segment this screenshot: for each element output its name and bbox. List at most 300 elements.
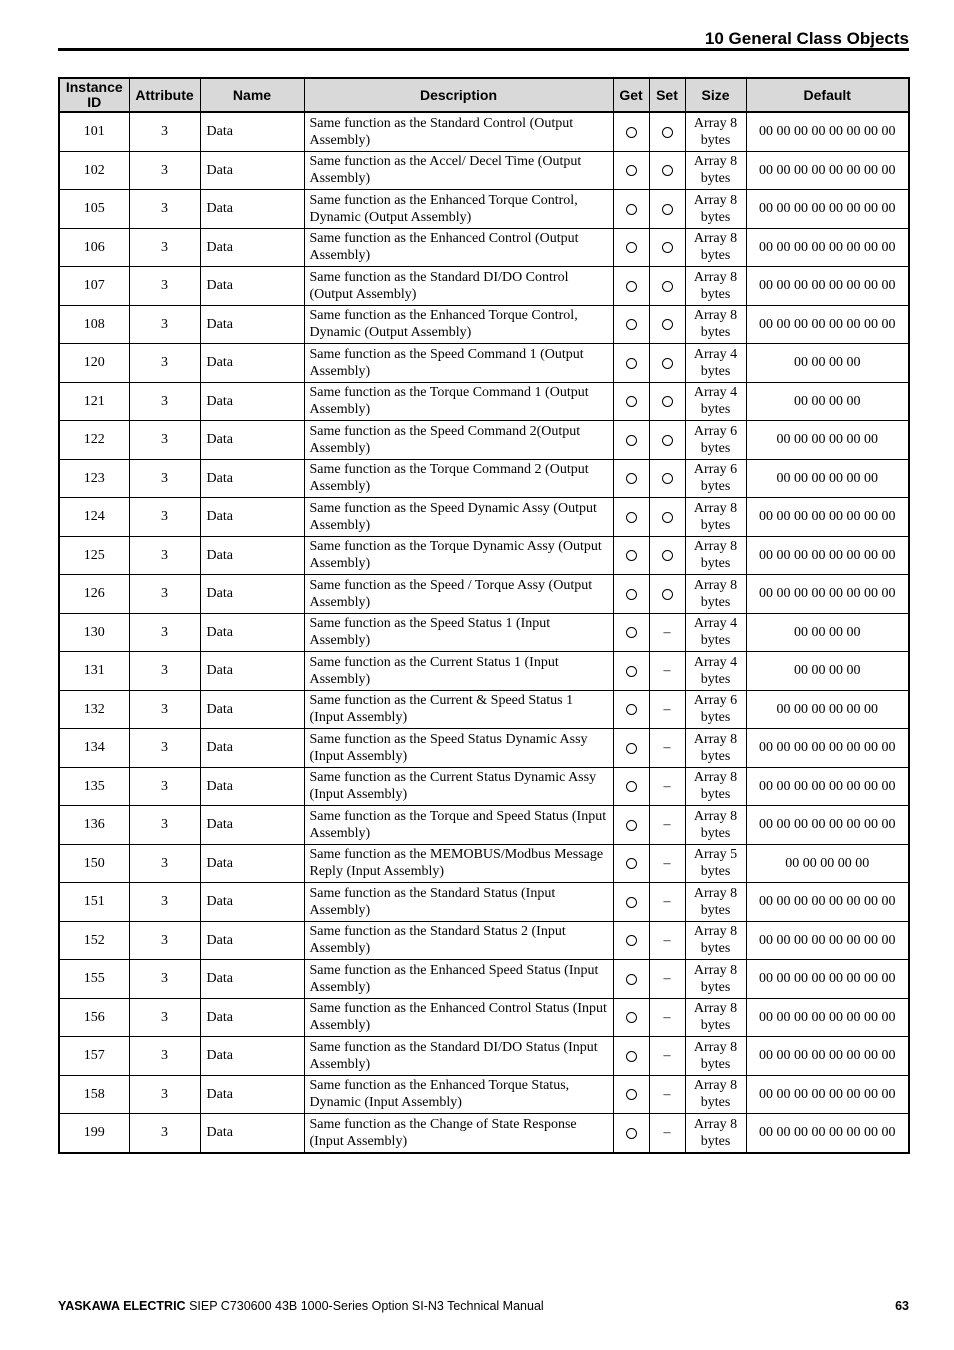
table-row (59, 305, 909, 344)
set-cell (649, 536, 685, 575)
set-cell (649, 112, 685, 151)
description-cell: Same function as the Standard Status 2 (Input Assembly) (304, 921, 613, 960)
default-cell: 00 00 00 00 00 00 00 00 (746, 921, 909, 960)
description-cell: Same function as the Current & Speed Status 1 (Input Assembly) (304, 690, 613, 729)
circle-mark-icon (626, 512, 637, 523)
set-cell: – (649, 1037, 685, 1076)
circle-mark-icon (662, 281, 673, 292)
get-cell (613, 1075, 649, 1114)
instance-id-cell: 108 (59, 305, 129, 344)
table-row (59, 767, 909, 806)
circle-mark-icon (626, 319, 637, 330)
circle-mark-icon (662, 204, 673, 215)
set-cell: – (649, 883, 685, 922)
get-cell (613, 344, 649, 383)
chapter-title: 10 General Class Objects (704, 29, 909, 48)
get-cell (613, 536, 649, 575)
circle-mark-icon (662, 396, 673, 407)
size-cell: Array 8 bytes (685, 112, 746, 151)
set-cell: – (649, 844, 685, 883)
default-cell: 00 00 00 00 00 00 00 00 (746, 806, 909, 845)
default-cell: 00 00 00 00 00 00 00 00 (746, 1114, 909, 1153)
circle-mark-icon (626, 1012, 637, 1023)
attribute-cell: 3 (129, 690, 200, 729)
description-cell: Same function as the Standard DI/DO Status (Input Assembly) (304, 1037, 613, 1076)
attribute-cell: 3 (129, 575, 200, 614)
set-cell: – (649, 806, 685, 845)
circle-mark-icon (626, 204, 637, 215)
set-cell (649, 459, 685, 498)
size-cell: Array 8 bytes (685, 575, 746, 614)
attribute-cell: 3 (129, 305, 200, 344)
default-cell: 00 00 00 00 00 00 (746, 459, 909, 498)
instance-id-cell: 122 (59, 421, 129, 460)
size-cell: Array 8 bytes (685, 151, 746, 190)
description-cell: Same function as the Enhanced Speed Status (Input Assembly) (304, 960, 613, 999)
page-footer (58, 1299, 909, 1317)
get-cell (613, 112, 649, 151)
set-cell: – (649, 921, 685, 960)
set-cell: – (649, 729, 685, 768)
attribute-cell: 3 (129, 190, 200, 229)
default-cell: 00 00 00 00 00 00 00 00 (746, 536, 909, 575)
instance-id-cell: 124 (59, 498, 129, 537)
table-row (59, 151, 909, 190)
attribute-cell: 3 (129, 652, 200, 691)
name-cell: Data (200, 190, 304, 229)
instance-id-cell: 150 (59, 844, 129, 883)
instance-id-cell: 135 (59, 767, 129, 806)
name-cell: Data (200, 883, 304, 922)
name-cell: Data (200, 575, 304, 614)
circle-mark-icon (626, 1128, 637, 1139)
default-cell: 00 00 00 00 00 00 00 00 (746, 960, 909, 999)
name-cell: Data (200, 305, 304, 344)
get-cell (613, 190, 649, 229)
description-cell: Same function as the Enhanced Control (Output Assembly) (304, 228, 613, 267)
name-cell: Data (200, 151, 304, 190)
size-cell: Array 8 bytes (685, 806, 746, 845)
instance-id-cell: 151 (59, 883, 129, 922)
table-row (59, 690, 909, 729)
instance-id-cell: 105 (59, 190, 129, 229)
table-row (59, 190, 909, 229)
set-cell: – (649, 998, 685, 1037)
column-header-description: Description (304, 78, 613, 112)
description-cell: Same function as the Torque Command 2 (Output Assembly) (304, 459, 613, 498)
instance-id-cell: 155 (59, 960, 129, 999)
size-cell: Array 8 bytes (685, 921, 746, 960)
name-cell: Data (200, 729, 304, 768)
size-cell: Array 8 bytes (685, 767, 746, 806)
table-row (59, 536, 909, 575)
circle-mark-icon (626, 281, 637, 292)
set-cell (649, 190, 685, 229)
set-cell (649, 575, 685, 614)
circle-mark-icon (626, 897, 637, 908)
description-cell: Same function as the Speed Command 2(Output Assembly) (304, 421, 613, 460)
attribute-cell: 3 (129, 767, 200, 806)
get-cell (613, 844, 649, 883)
set-cell (649, 498, 685, 537)
default-cell: 00 00 00 00 (746, 382, 909, 421)
circle-mark-icon (662, 242, 673, 253)
attribute-cell: 3 (129, 382, 200, 421)
name-cell: Data (200, 960, 304, 999)
table-row (59, 228, 909, 267)
get-cell (613, 228, 649, 267)
attribute-cell: 3 (129, 729, 200, 768)
get-cell (613, 575, 649, 614)
default-cell: 00 00 00 00 (746, 344, 909, 383)
get-cell (613, 151, 649, 190)
attribute-cell: 3 (129, 151, 200, 190)
circle-mark-icon (662, 127, 673, 138)
name-cell: Data (200, 844, 304, 883)
description-cell: Same function as the Torque Command 1 (Output Assembly) (304, 382, 613, 421)
table-row (59, 998, 909, 1037)
default-cell: 00 00 00 00 00 00 (746, 690, 909, 729)
attribute-cell: 3 (129, 459, 200, 498)
circle-mark-icon (626, 704, 637, 715)
instance-id-cell: 126 (59, 575, 129, 614)
size-cell: Array 8 bytes (685, 190, 746, 229)
attribute-cell: 3 (129, 613, 200, 652)
table-row (59, 498, 909, 537)
circle-mark-icon (626, 589, 637, 600)
description-cell: Same function as the Enhanced Torque Status, Dynamic (Input Assembly) (304, 1075, 613, 1114)
set-cell: – (649, 690, 685, 729)
name-cell: Data (200, 421, 304, 460)
get-cell (613, 729, 649, 768)
description-cell: Same function as the Speed / Torque Assy (Output Assembly) (304, 575, 613, 614)
default-cell: 00 00 00 00 00 00 00 00 (746, 1075, 909, 1114)
description-cell: Same function as the Change of State Response (Input Assembly) (304, 1114, 613, 1153)
set-cell (649, 421, 685, 460)
set-cell (649, 382, 685, 421)
circle-mark-icon (662, 512, 673, 523)
instance-id-cell: 106 (59, 228, 129, 267)
size-cell: Array 8 bytes (685, 883, 746, 922)
name-cell: Data (200, 806, 304, 845)
table-row (59, 421, 909, 460)
column-header-instance-id: Instance ID (59, 78, 129, 112)
table-row (59, 459, 909, 498)
name-cell: Data (200, 228, 304, 267)
instance-id-cell: 125 (59, 536, 129, 575)
size-cell: Array 8 bytes (685, 498, 746, 537)
name-cell: Data (200, 690, 304, 729)
instance-id-cell: 132 (59, 690, 129, 729)
name-cell: Data (200, 459, 304, 498)
table-row (59, 344, 909, 383)
name-cell: Data (200, 267, 304, 306)
attribute-cell: 3 (129, 1037, 200, 1076)
size-cell: Array 8 bytes (685, 267, 746, 306)
size-cell: Array 8 bytes (685, 305, 746, 344)
default-cell: 00 00 00 00 00 (746, 844, 909, 883)
default-cell: 00 00 00 00 00 00 00 00 (746, 267, 909, 306)
circle-mark-icon (662, 165, 673, 176)
size-cell: Array 4 bytes (685, 344, 746, 383)
circle-mark-icon (626, 858, 637, 869)
default-cell: 00 00 00 00 00 00 00 00 (746, 767, 909, 806)
description-cell: Same function as the Standard Control (Output Assembly) (304, 112, 613, 151)
description-cell: Same function as the Enhanced Torque Control, Dynamic (Output Assembly) (304, 190, 613, 229)
size-cell: Array 8 bytes (685, 1114, 746, 1153)
default-cell: 00 00 00 00 (746, 613, 909, 652)
instance-id-cell: 131 (59, 652, 129, 691)
name-cell: Data (200, 498, 304, 537)
page-header (58, 28, 909, 51)
set-cell (649, 344, 685, 383)
default-cell: 00 00 00 00 00 00 00 00 (746, 112, 909, 151)
description-cell: Same function as the MEMOBUS/Modbus Message Reply (Input Assembly) (304, 844, 613, 883)
set-cell: – (649, 652, 685, 691)
circle-mark-icon (626, 358, 637, 369)
attribute-cell: 3 (129, 883, 200, 922)
instance-id-cell: 102 (59, 151, 129, 190)
table-header-row (59, 78, 909, 112)
get-cell (613, 921, 649, 960)
description-cell: Same function as the Standard Status (Input Assembly) (304, 883, 613, 922)
table-row (59, 883, 909, 922)
set-cell: – (649, 767, 685, 806)
set-cell (649, 228, 685, 267)
get-cell (613, 459, 649, 498)
circle-mark-icon (626, 242, 637, 253)
table-row (59, 382, 909, 421)
set-cell: – (649, 1114, 685, 1153)
name-cell: Data (200, 998, 304, 1037)
default-cell: 00 00 00 00 00 00 00 00 (746, 729, 909, 768)
attribute-cell: 3 (129, 844, 200, 883)
attribute-cell: 3 (129, 960, 200, 999)
circle-mark-icon (626, 820, 637, 831)
table-row (59, 1075, 909, 1114)
default-cell: 00 00 00 00 00 00 00 00 (746, 498, 909, 537)
table-row (59, 652, 909, 691)
circle-mark-icon (626, 165, 637, 176)
table-row (59, 112, 909, 151)
description-cell: Same function as the Current Status Dynamic Assy (Input Assembly) (304, 767, 613, 806)
instance-id-cell: 157 (59, 1037, 129, 1076)
attribute-cell: 3 (129, 421, 200, 460)
name-cell: Data (200, 536, 304, 575)
get-cell (613, 498, 649, 537)
default-cell: 00 00 00 00 00 00 00 00 (746, 228, 909, 267)
instance-id-cell: 123 (59, 459, 129, 498)
name-cell: Data (200, 382, 304, 421)
attribute-cell: 3 (129, 1075, 200, 1114)
get-cell (613, 421, 649, 460)
instance-id-cell: 101 (59, 112, 129, 151)
instance-id-cell: 156 (59, 998, 129, 1037)
table-row (59, 1114, 909, 1153)
set-cell: – (649, 613, 685, 652)
description-cell: Same function as the Current Status 1 (Input Assembly) (304, 652, 613, 691)
description-cell: Same function as the Speed Dynamic Assy (Output Assembly) (304, 498, 613, 537)
set-cell (649, 267, 685, 306)
size-cell: Array 8 bytes (685, 1037, 746, 1076)
circle-mark-icon (626, 1051, 637, 1062)
description-cell: Same function as the Accel/ Decel Time (Output Assembly) (304, 151, 613, 190)
get-cell (613, 1037, 649, 1076)
description-cell: Same function as the Speed Command 1 (Output Assembly) (304, 344, 613, 383)
column-header-name: Name (200, 78, 304, 112)
column-header-get: Get (613, 78, 649, 112)
circle-mark-icon (626, 666, 637, 677)
instance-id-cell: 136 (59, 806, 129, 845)
get-cell (613, 305, 649, 344)
description-cell: Same function as the Speed Status 1 (Input Assembly) (304, 613, 613, 652)
name-cell: Data (200, 613, 304, 652)
circle-mark-icon (626, 473, 637, 484)
description-cell: Same function as the Enhanced Torque Control, Dynamic (Output Assembly) (304, 305, 613, 344)
table-row (59, 806, 909, 845)
get-cell (613, 883, 649, 922)
circle-mark-icon (662, 319, 673, 330)
description-cell: Same function as the Standard DI/DO Control (Output Assembly) (304, 267, 613, 306)
size-cell: Array 8 bytes (685, 536, 746, 575)
table-row (59, 267, 909, 306)
table-body (59, 112, 909, 1153)
default-cell: 00 00 00 00 00 00 00 00 (746, 883, 909, 922)
name-cell: Data (200, 344, 304, 383)
table-row (59, 921, 909, 960)
table-row (59, 729, 909, 768)
name-cell: Data (200, 1075, 304, 1114)
size-cell: Array 8 bytes (685, 960, 746, 999)
default-cell: 00 00 00 00 00 00 (746, 421, 909, 460)
get-cell (613, 382, 649, 421)
table-row (59, 960, 909, 999)
circle-mark-icon (626, 1089, 637, 1100)
name-cell: Data (200, 652, 304, 691)
circle-mark-icon (626, 974, 637, 985)
default-cell: 00 00 00 00 00 00 00 00 (746, 305, 909, 344)
set-cell (649, 305, 685, 344)
size-cell: Array 8 bytes (685, 729, 746, 768)
name-cell: Data (200, 112, 304, 151)
circle-mark-icon (662, 473, 673, 484)
instance-id-cell: 199 (59, 1114, 129, 1153)
circle-mark-icon (626, 781, 637, 792)
get-cell (613, 652, 649, 691)
attribute-cell: 3 (129, 344, 200, 383)
default-cell: 00 00 00 00 00 00 00 00 (746, 190, 909, 229)
instance-id-cell: 121 (59, 382, 129, 421)
description-cell: Same function as the Torque Dynamic Assy (Output Assembly) (304, 536, 613, 575)
set-cell: – (649, 960, 685, 999)
attribute-cell: 3 (129, 112, 200, 151)
get-cell (613, 960, 649, 999)
circle-mark-icon (662, 435, 673, 446)
default-cell: 00 00 00 00 00 00 00 00 (746, 1037, 909, 1076)
default-cell: 00 00 00 00 00 00 00 00 (746, 575, 909, 614)
get-cell (613, 267, 649, 306)
size-cell: Array 4 bytes (685, 382, 746, 421)
default-cell: 00 00 00 00 (746, 652, 909, 691)
attribute-cell: 3 (129, 536, 200, 575)
instance-id-cell: 107 (59, 267, 129, 306)
circle-mark-icon (662, 358, 673, 369)
footer-brand: YASKAWA ELECTRIC (58, 1299, 186, 1313)
circle-mark-icon (626, 396, 637, 407)
circle-mark-icon (626, 550, 637, 561)
attribute-cell: 3 (129, 921, 200, 960)
instance-id-cell: 152 (59, 921, 129, 960)
size-cell: Array 6 bytes (685, 459, 746, 498)
size-cell: Array 5 bytes (685, 844, 746, 883)
instance-id-cell: 120 (59, 344, 129, 383)
column-header-size: Size (685, 78, 746, 112)
default-cell: 00 00 00 00 00 00 00 00 (746, 998, 909, 1037)
size-cell: Array 8 bytes (685, 1075, 746, 1114)
attribute-cell: 3 (129, 998, 200, 1037)
table-row (59, 575, 909, 614)
size-cell: Array 6 bytes (685, 690, 746, 729)
column-header-set: Set (649, 78, 685, 112)
size-cell: Array 6 bytes (685, 421, 746, 460)
description-cell: Same function as the Speed Status Dynamic Assy (Input Assembly) (304, 729, 613, 768)
column-header-attribute: Attribute (129, 78, 200, 112)
circle-mark-icon (626, 435, 637, 446)
attribute-table (58, 77, 910, 1154)
instance-id-cell: 134 (59, 729, 129, 768)
get-cell (613, 690, 649, 729)
circle-mark-icon (626, 127, 637, 138)
size-cell: Array 8 bytes (685, 228, 746, 267)
table-row (59, 1037, 909, 1076)
description-cell: Same function as the Torque and Speed Status (Input Assembly) (304, 806, 613, 845)
name-cell: Data (200, 767, 304, 806)
name-cell: Data (200, 1037, 304, 1076)
page-number: 63 (895, 1299, 909, 1313)
footer-document-title: SIEP C730600 43B 1000-Series Option SI-N3 Technical Manual (189, 1299, 544, 1313)
name-cell: Data (200, 921, 304, 960)
size-cell: Array 4 bytes (685, 613, 746, 652)
table-row (59, 844, 909, 883)
get-cell (613, 613, 649, 652)
get-cell (613, 767, 649, 806)
instance-id-cell: 130 (59, 613, 129, 652)
get-cell (613, 806, 649, 845)
attribute-cell: 3 (129, 228, 200, 267)
circle-mark-icon (626, 627, 637, 638)
description-cell: Same function as the Enhanced Control Status (Input Assembly) (304, 998, 613, 1037)
set-cell: – (649, 1075, 685, 1114)
get-cell (613, 1114, 649, 1153)
attribute-cell: 3 (129, 267, 200, 306)
circle-mark-icon (662, 550, 673, 561)
attribute-cell: 3 (129, 498, 200, 537)
size-cell: Array 8 bytes (685, 998, 746, 1037)
table-row (59, 613, 909, 652)
attribute-cell: 3 (129, 1114, 200, 1153)
default-cell: 00 00 00 00 00 00 00 00 (746, 151, 909, 190)
instance-id-cell: 158 (59, 1075, 129, 1114)
circle-mark-icon (626, 935, 637, 946)
get-cell (613, 998, 649, 1037)
name-cell: Data (200, 1114, 304, 1153)
circle-mark-icon (662, 589, 673, 600)
size-cell: Array 4 bytes (685, 652, 746, 691)
circle-mark-icon (626, 743, 637, 754)
set-cell (649, 151, 685, 190)
attribute-cell: 3 (129, 806, 200, 845)
column-header-default: Default (746, 78, 909, 112)
